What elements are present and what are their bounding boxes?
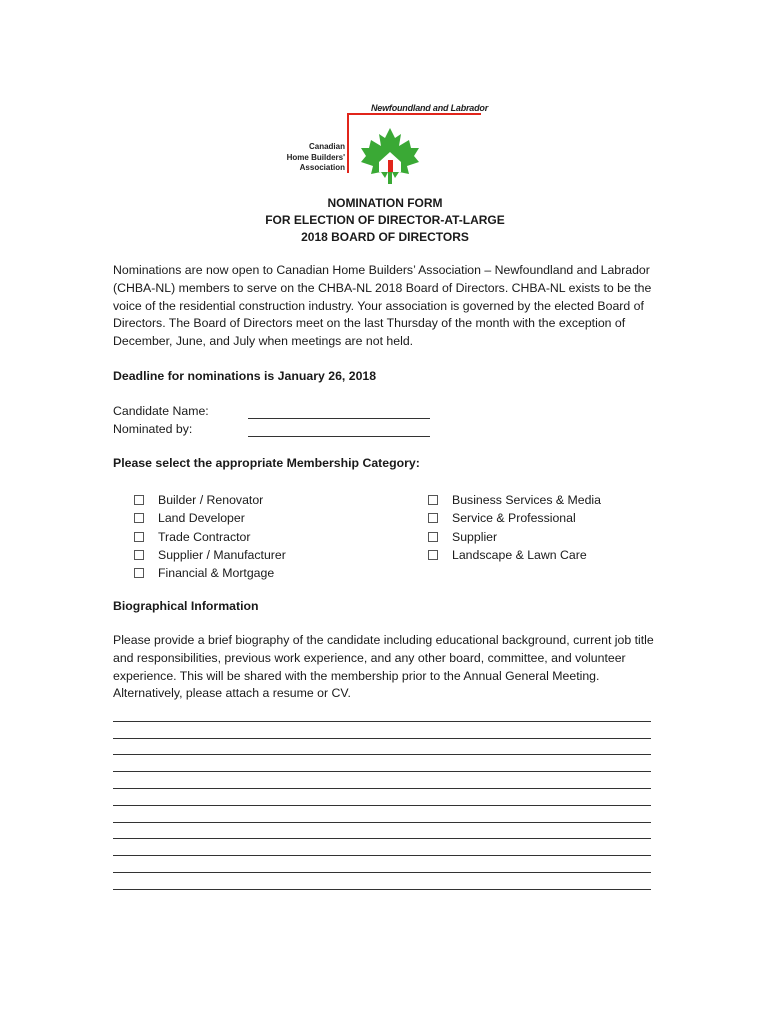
logo-association-name	[285, 142, 345, 174]
write-line[interactable]	[113, 839, 651, 856]
logo-region-text: Newfoundland and Labrador	[371, 103, 489, 113]
write-line[interactable]	[113, 789, 651, 806]
category-option[interactable]	[428, 528, 601, 546]
category-label: Service & Professional	[452, 511, 576, 526]
bio-heading: Biographical Information	[113, 599, 259, 613]
logo-red-rule-vertical	[347, 113, 349, 173]
category-option[interactable]	[428, 546, 601, 564]
checkbox-icon[interactable]	[428, 495, 438, 505]
category-option[interactable]	[428, 509, 601, 527]
category-label: Business Services & Media	[452, 493, 601, 507]
write-line[interactable]	[113, 856, 651, 873]
nominated-by-field[interactable]	[248, 422, 430, 437]
checkbox-icon[interactable]	[134, 568, 144, 578]
write-line[interactable]	[113, 722, 651, 739]
logo-red-rule-horizontal	[347, 113, 481, 115]
category-option[interactable]	[134, 509, 286, 527]
logo-name-line-2: Home Builders'	[286, 152, 345, 162]
category-option[interactable]	[134, 564, 286, 582]
logo-name-line-1: Canadian	[308, 142, 345, 151]
title-line-3: 2018 BOARD OF DIRECTORS	[301, 230, 469, 244]
chba-nl-logo	[285, 100, 500, 190]
title-line-1: NOMINATION FORM	[327, 196, 443, 210]
write-line[interactable]	[113, 806, 651, 823]
checkbox-icon[interactable]	[428, 532, 438, 542]
checkbox-icon[interactable]	[134, 550, 144, 560]
write-line[interactable]	[113, 739, 651, 756]
category-option[interactable]	[134, 491, 286, 509]
deadline-text: Deadline for nominations is January 26, 2018	[113, 369, 377, 383]
form-title	[0, 195, 770, 246]
checkbox-icon[interactable]	[428, 513, 438, 523]
category-option[interactable]	[134, 546, 286, 564]
title-line-2: FOR ELECTION OF DIRECTOR-AT-LARGE	[265, 213, 505, 227]
category-label: Financial & Mortgage	[158, 566, 275, 581]
bio-write-area[interactable]	[113, 705, 651, 890]
category-heading: Please select the appropriate Membership Category:	[113, 456, 420, 470]
write-line[interactable]	[113, 873, 651, 890]
category-option[interactable]	[428, 491, 601, 509]
category-label: Trade Contractor	[158, 529, 251, 544]
write-line[interactable]	[113, 823, 651, 840]
nominated-by-label: Nominated by:	[113, 422, 193, 436]
category-label: Supplier / Manufacturer	[158, 547, 286, 562]
checkbox-icon[interactable]	[134, 495, 144, 505]
nominated-by-row	[113, 422, 430, 437]
category-label: Land Developer	[158, 511, 245, 526]
candidate-name-label: Candidate Name:	[113, 404, 209, 418]
write-line[interactable]	[113, 755, 651, 772]
checkbox-icon[interactable]	[134, 532, 144, 542]
category-list-right	[428, 491, 601, 564]
maple-leaf-house-icon	[359, 126, 421, 186]
write-line[interactable]	[113, 705, 651, 722]
checkbox-icon[interactable]	[428, 550, 438, 560]
category-option[interactable]	[134, 528, 286, 546]
intro-paragraph: Nominations are now open to Canadian Home Builders’ Association – Newfoundland and Labrador (CHBA-NL) members to serve on the CHBA-NL 2018 Board of Directors. CHBA-NL exists to be the voice of the residential construction industry. Your association is governed by the elected Board of Directors. The Board of Directors meet on the last Thursday of the month with the exception of December, June, and July when meetings are not held.	[113, 263, 652, 349]
write-line[interactable]	[113, 772, 651, 789]
category-label: Supplier	[452, 529, 498, 544]
category-label: Landscape & Lawn Care	[452, 547, 587, 562]
candidate-name-row	[113, 404, 430, 419]
category-label: Builder / Renovator	[158, 493, 264, 507]
logo-name-line-3: Association	[299, 163, 345, 172]
candidate-name-field[interactable]	[248, 404, 430, 419]
category-list-left	[134, 491, 286, 582]
checkbox-icon[interactable]	[134, 513, 144, 523]
bio-instructions: Please provide a brief biography of the candidate including educational background, current job title and responsibilities, previous work experience, and any other board, committee, and volunteer experience. This will be shared with the membership prior to the Annual General Meeting. Alternatively, please attach a resume or CV.	[113, 633, 654, 701]
